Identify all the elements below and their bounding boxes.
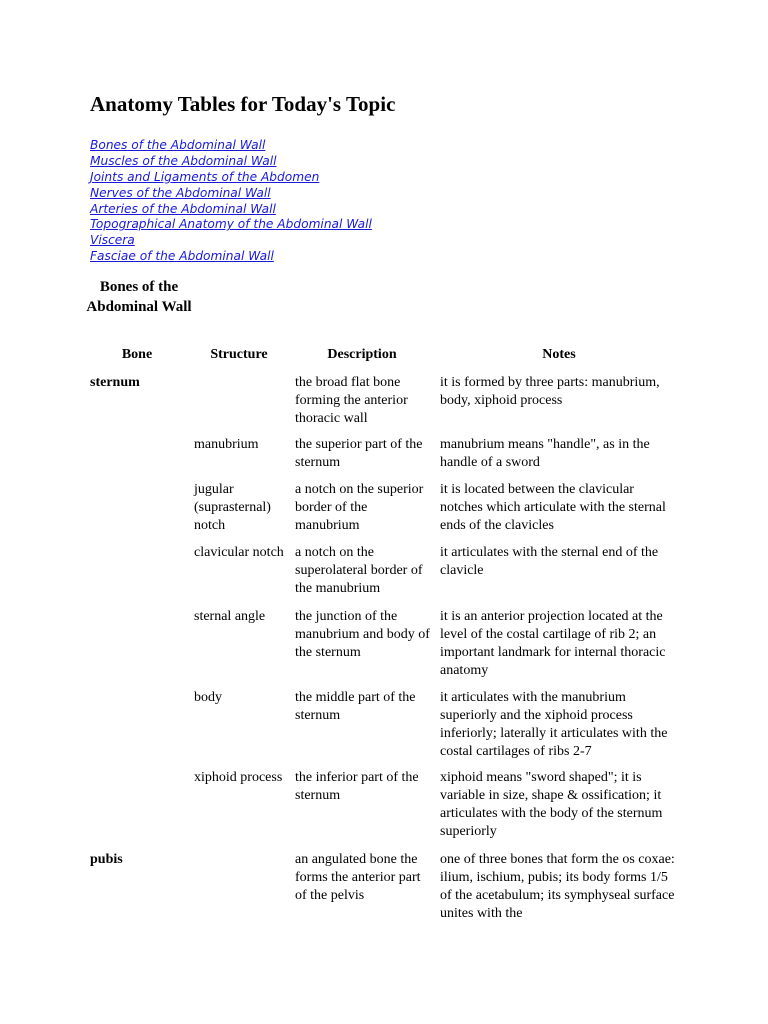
structure-cell: xiphoid process bbox=[194, 770, 283, 785]
description-cell: the broad flat bone forming the anterior thoracic wall bbox=[295, 375, 408, 426]
notes-cell: it articulates with the manubrium superiorly and the xiphoid process inferiorly; laterally it articulates with the costal cartilages of ribs 2-7 bbox=[440, 690, 668, 759]
structure-cell: sternal angle bbox=[194, 609, 266, 624]
table-title: Bones of the Abdominal Wall bbox=[86, 279, 192, 315]
topic-link-item bbox=[90, 216, 372, 232]
notes-cell: it is an anterior projection located at the level of the costal cartilage of rib 2; an important landmark for internal thoracic anatomy bbox=[440, 609, 666, 678]
column-header-structure: Structure bbox=[210, 347, 268, 362]
topic-link-item bbox=[90, 248, 372, 264]
description-cell: the middle part of the sternum bbox=[295, 690, 416, 723]
description-cell: the inferior part of the sternum bbox=[295, 770, 419, 803]
structure-cell: manubrium bbox=[194, 437, 259, 452]
description-cell: a notch on the superior border of the manubrium bbox=[295, 482, 424, 533]
link-topographical-anatomy[interactable]: Topographical Anatomy of the Abdominal Wall bbox=[90, 217, 372, 232]
notes-cell: manubrium means "handle", as in the handle of a sword bbox=[440, 437, 650, 470]
link-fasciae[interactable]: Fasciae of the Abdominal Wall bbox=[90, 249, 274, 264]
link-arteries[interactable]: Arteries of the Abdominal Wall bbox=[90, 201, 276, 216]
structure-cell: jugular (suprasternal) notch bbox=[194, 482, 271, 533]
link-bones[interactable]: Bones of the Abdominal Wall bbox=[90, 138, 266, 152]
bone-cell: sternum bbox=[90, 375, 140, 390]
topic-link-item bbox=[90, 169, 372, 185]
link-joints-ligaments[interactable]: Joints and Ligaments of the Abdomen bbox=[90, 169, 320, 184]
description-cell: the junction of the manubrium and body of the sternum bbox=[295, 609, 430, 660]
notes-cell: one of three bones that form the os coxae: ilium, ischium, pubis; its body forms 1/5 of the acetabulum; its symphyseal surface unites with the bbox=[440, 852, 675, 921]
structure-cell: clavicular notch bbox=[194, 545, 284, 560]
topic-link-item bbox=[90, 201, 372, 217]
page-title: Anatomy Tables for Today's Topic bbox=[90, 92, 396, 116]
notes-cell: it is formed by three parts: manubrium, body, xiphoid process bbox=[440, 375, 660, 408]
description-cell: an angulated bone the forms the anterior part of the pelvis bbox=[295, 852, 421, 903]
link-nerves[interactable]: Nerves of the Abdominal Wall bbox=[90, 185, 271, 200]
notes-cell: xiphoid means "sword shaped"; it is variable in size, shape & ossification; it articulates with the body of the sternum superiorly bbox=[440, 770, 663, 839]
notes-cell: it articulates with the sternal end of the clavicle bbox=[440, 545, 659, 578]
notes-cell: it is located between the clavicular notches which articulate with the sternal ends of the clavicles bbox=[440, 482, 666, 533]
link-muscles[interactable]: Muscles of the Abdominal Wall bbox=[90, 153, 277, 168]
topic-link-item bbox=[90, 232, 372, 248]
topic-link-list bbox=[90, 137, 372, 264]
column-header-bone: Bone bbox=[121, 347, 153, 362]
description-cell: the superior part of the sternum bbox=[295, 437, 423, 470]
column-header-description: Description bbox=[327, 347, 397, 362]
description-cell: a notch on the superolateral border of the manubrium bbox=[295, 545, 423, 596]
structure-cell: body bbox=[194, 690, 222, 705]
topic-link-item bbox=[90, 185, 372, 201]
topic-link-item bbox=[90, 137, 372, 153]
link-viscera[interactable]: Viscera bbox=[90, 233, 135, 248]
topic-link-item bbox=[90, 153, 372, 169]
bone-cell: pubis bbox=[90, 852, 123, 867]
column-header-notes: Notes bbox=[542, 347, 576, 362]
